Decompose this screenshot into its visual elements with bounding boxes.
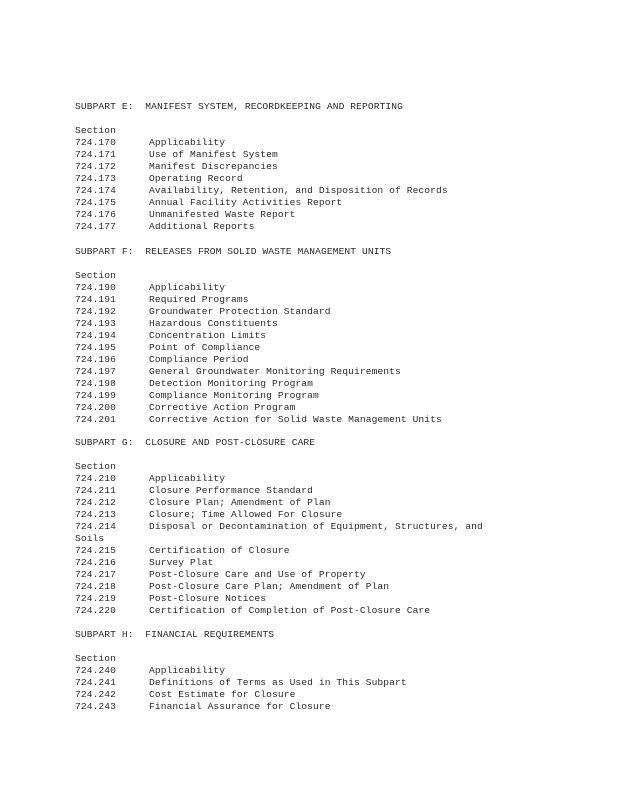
subpart-e (75, 101, 595, 233)
section-title: Closure; Time Allowed For Closure (149, 509, 343, 520)
section-number: 724.195 (75, 342, 117, 353)
section-title: Hazardous Constituents (149, 318, 278, 329)
section-row (75, 402, 595, 414)
section-title: Additional Reports (149, 221, 255, 232)
section-title: Corrective Action for Solid Waste Management Units (149, 414, 442, 425)
section-title: Certification of Closure (149, 545, 290, 556)
section-row (75, 485, 595, 497)
section-row (75, 137, 595, 149)
section-row (75, 473, 595, 485)
section-number: 724.218 (75, 581, 117, 592)
section-title: Concentration Limits (149, 330, 267, 341)
section-title: Post-Closure Care Plan; Amendment of Plan (149, 581, 390, 592)
section-label: Section (75, 653, 117, 664)
section-number: 724.215 (75, 545, 117, 556)
section-row (75, 593, 595, 605)
section-number: 724.213 (75, 509, 117, 520)
section-row (75, 294, 595, 306)
section-title: Disposal or Decontamination of Equipment, Structures, and (149, 521, 483, 532)
section-row (75, 221, 595, 233)
section-number: 724.197 (75, 366, 117, 377)
section-number: 724.199 (75, 390, 117, 401)
section-row (75, 342, 595, 354)
section-row (75, 149, 595, 161)
section-title: Corrective Action Program (149, 402, 296, 413)
section-number: 724.212 (75, 497, 117, 508)
section-row (75, 545, 595, 557)
section-title: Closure Plan; Amendment of Plan (149, 497, 331, 508)
section-title: Operating Record (149, 173, 243, 184)
section-row (75, 390, 595, 402)
section-row (75, 569, 595, 581)
section-row (75, 509, 595, 521)
section-row (75, 185, 595, 197)
section-number: 724.196 (75, 354, 117, 365)
section-label: Section (75, 125, 117, 136)
section-row (75, 605, 595, 617)
section-title: Applicability (149, 473, 226, 484)
section-row (75, 209, 595, 221)
section-title: Financial Assurance for Closure (149, 701, 331, 712)
section-row (75, 378, 595, 390)
section-row (75, 354, 595, 366)
subpart-f (75, 246, 595, 426)
section-row (75, 581, 595, 593)
section-title: Annual Facility Activities Report (149, 197, 343, 208)
section-title: Compliance Monitoring Program (149, 390, 319, 401)
section-number: 724.243 (75, 701, 117, 712)
section-title: Survey Plat (149, 557, 214, 568)
section-number: 724.193 (75, 318, 117, 329)
subpart-g (75, 437, 595, 617)
section-row (75, 366, 595, 378)
section-row (75, 414, 595, 426)
section-title: Groundwater Protection Standard (149, 306, 331, 317)
section-number: 724.217 (75, 569, 117, 580)
section-title: Availability, Retention, and Disposition of Records (149, 185, 448, 196)
section-title: Use of Manifest System (149, 149, 278, 160)
section-title: Compliance Period (149, 354, 249, 365)
section-label: Section (75, 270, 117, 281)
section-title: General Groundwater Monitoring Requirements (149, 366, 401, 377)
section-row (75, 161, 595, 173)
section-row (75, 521, 595, 533)
section-number: 724.241 (75, 677, 117, 688)
section-title: Applicability (149, 282, 226, 293)
section-row (75, 557, 595, 569)
section-row (75, 173, 595, 185)
section-title: Certification of Completion of Post-Closure Care (149, 605, 431, 616)
subpart-h (75, 629, 595, 713)
section-number: 724.216 (75, 557, 117, 568)
section-number: 724.194 (75, 330, 117, 341)
section-row (75, 282, 595, 294)
section-number: 724.177 (75, 221, 117, 232)
section-title: Post-Closure Notices (149, 593, 267, 604)
section-row (75, 197, 595, 209)
section-title-wrap: Soils (75, 533, 105, 544)
section-number: 724.191 (75, 294, 117, 305)
section-number: 724.190 (75, 282, 117, 293)
section-title: Definitions of Terms as Used in This Subpart (149, 677, 407, 688)
section-number: 724.201 (75, 414, 117, 425)
section-number: 724.240 (75, 665, 117, 676)
section-title: Required Programs (149, 294, 249, 305)
section-number: 724.174 (75, 185, 117, 196)
section-number: 724.172 (75, 161, 117, 172)
section-number: 724.210 (75, 473, 117, 484)
section-number: 724.214 (75, 521, 117, 532)
section-number: 724.200 (75, 402, 117, 413)
section-title: Cost Estimate for Closure (149, 689, 296, 700)
section-title: Applicability (149, 665, 226, 676)
section-number: 724.242 (75, 689, 117, 700)
subpart-heading: SUBPART E: MANIFEST SYSTEM, RECORDKEEPING AND REPORTING (75, 101, 404, 112)
section-title: Manifest Discrepancies (149, 161, 278, 172)
section-number: 724.220 (75, 605, 117, 616)
section-title: Unmanifested Waste Report (149, 209, 296, 220)
section-row (75, 677, 595, 689)
section-number: 724.175 (75, 197, 117, 208)
section-row (75, 701, 595, 713)
section-number: 724.198 (75, 378, 117, 389)
section-row (75, 306, 595, 318)
section-title-continuation (75, 533, 595, 545)
section-title: Point of Compliance (149, 342, 261, 353)
subpart-heading: SUBPART F: RELEASES FROM SOLID WASTE MANAGEMENT UNITS (75, 246, 392, 257)
section-number: 724.176 (75, 209, 117, 220)
section-title: Detection Monitoring Program (149, 378, 314, 389)
section-title: Post-Closure Care and Use of Property (149, 569, 366, 580)
section-row (75, 497, 595, 509)
section-row (75, 689, 595, 701)
section-number: 724.211 (75, 485, 117, 496)
section-title: Applicability (149, 137, 226, 148)
section-number: 724.192 (75, 306, 117, 317)
section-row (75, 318, 595, 330)
subpart-heading: SUBPART G: CLOSURE AND POST-CLOSURE CARE (75, 437, 316, 448)
section-row (75, 330, 595, 342)
section-title: Closure Performance Standard (149, 485, 314, 496)
section-number: 724.170 (75, 137, 117, 148)
subpart-heading: SUBPART H: FINANCIAL REQUIREMENTS (75, 629, 275, 640)
section-row (75, 665, 595, 677)
section-label: Section (75, 461, 117, 472)
section-number: 724.173 (75, 173, 117, 184)
section-number: 724.219 (75, 593, 117, 604)
section-number: 724.171 (75, 149, 117, 160)
